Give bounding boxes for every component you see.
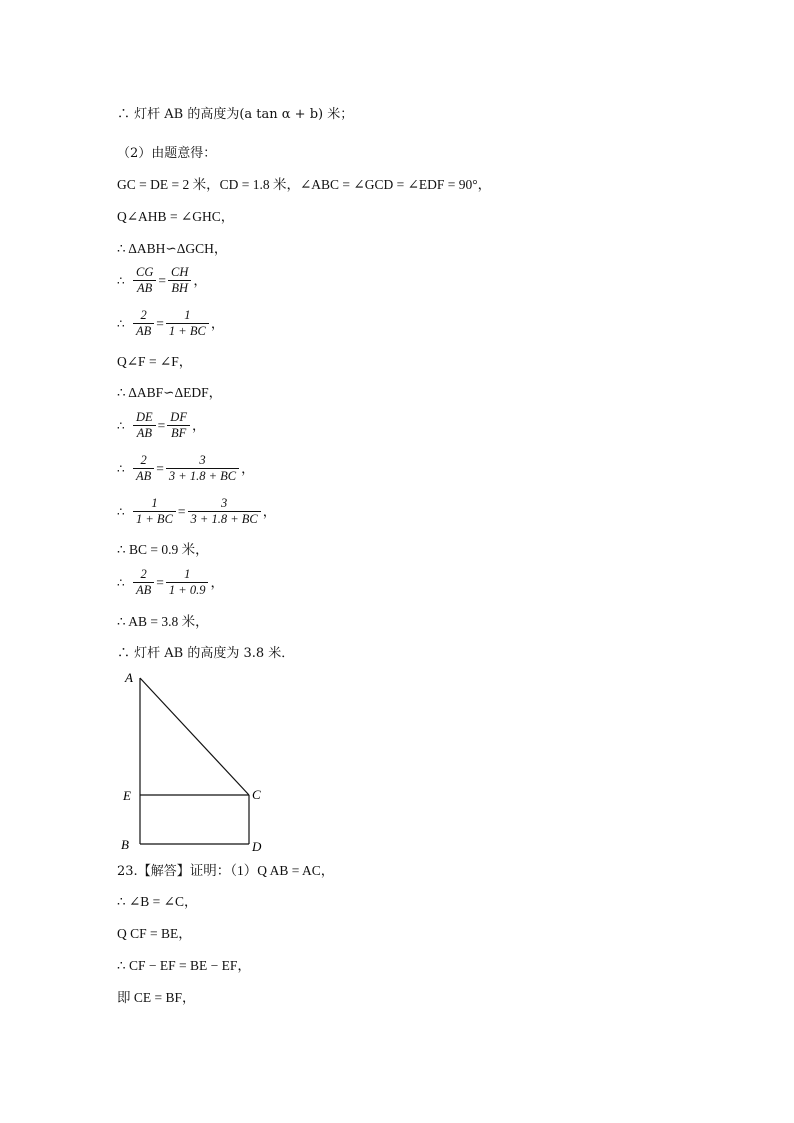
- fraction-lhs: $\frac{2}{AB}$: [133, 308, 154, 339]
- fraction-rhs: $\frac{3}{3 + 1.8 + BC}$: [188, 496, 261, 527]
- problem-23-line: [117, 862, 334, 881]
- ratio-equation-5: ∴ $\frac{1}{1 + BC}$ = $\frac{3}{3 + 1.8 + BC}$ ，: [117, 496, 277, 526]
- angle-b-c-line: ∴ ∠B = ∠C，: [117, 894, 198, 909]
- fraction-rhs: $\frac{3}{3 + 1.8 + BC}$: [166, 453, 239, 484]
- ratio-equation-3: ∴ $\frac{DE}{AB}$ = $\frac{DF}{BF}$ ，: [117, 410, 206, 440]
- fraction-rhs: $\frac{CH}{BH}$: [168, 265, 191, 296]
- ratio-equation-6: ∴ $\frac{2}{AB}$ = $\frac{1}{1 + 0.9}$ ，: [117, 567, 224, 597]
- similar-triangles-line-1: ∴ ΔABH∽ΔGCH，: [117, 241, 228, 256]
- cf-be-line: Q CF = BE，: [117, 926, 192, 941]
- ratio-equation-1: ∴ $\frac{CG}{AB}$ = $\frac{CH}{BH}$ ，: [117, 265, 207, 295]
- therefore-symbol: ∴: [117, 418, 125, 433]
- conclusion-line-1: ∴ 灯杆 AB 的高度为(a tan α + b) 米；: [117, 107, 354, 122]
- label-c: C: [252, 787, 261, 802]
- given-values-line: GC = DE = 2 米，CD = 1.8 米，∠ABC = ∠GCD = ∠EDF = 90°，: [117, 177, 492, 192]
- label-a: A: [125, 670, 133, 685]
- subtraction-line: ∴ CF − EF = BE − EF，: [117, 958, 251, 973]
- part-2-heading: （2）由题意得：: [117, 146, 217, 161]
- problem-number: 23.: [117, 864, 138, 879]
- similar-triangles-line-2: ∴ ΔABF∽ΔEDF，: [117, 385, 223, 400]
- therefore-symbol: ∴: [117, 316, 125, 331]
- fraction-lhs: $\frac{DE}{AB}$: [133, 410, 156, 441]
- proof-start: 证明：（1）Q AB = AC，: [189, 863, 335, 878]
- fraction-lhs: $\frac{1}{1 + BC}$: [133, 496, 176, 527]
- angle-equality-line: Q∠AHB = ∠GHC，: [117, 209, 235, 224]
- conclusion-line-2: ∴ 灯杆 AB 的高度为 3.8 米．: [117, 646, 295, 661]
- fraction-rhs: $\frac{1}{1 + BC}$: [166, 308, 209, 339]
- geometry-figure: [115, 668, 275, 858]
- therefore-symbol: ∴: [117, 575, 125, 590]
- segment-ac: [140, 678, 249, 795]
- ce-bf-line: 即 CE = BF，: [117, 990, 196, 1005]
- fraction-lhs: $\frac{2}{AB}$: [133, 453, 154, 484]
- label-d: D: [252, 839, 262, 854]
- bc-result-line: ∴ BC = 0.9 米，: [117, 542, 209, 557]
- answer-tag: 【解答】: [137, 864, 190, 879]
- therefore-symbol: ∴: [117, 504, 125, 519]
- fraction-rhs: $\frac{1}{1 + 0.9}$: [166, 567, 209, 598]
- ratio-equation-4: ∴ $\frac{2}{AB}$ = $\frac{3}{3 + 1.8 + BC}$ ，: [117, 453, 255, 483]
- fraction-rhs: $\frac{DF}{BF}$: [167, 410, 190, 441]
- therefore-symbol: ∴: [117, 273, 125, 288]
- ratio-equation-2: ∴ $\frac{2}{AB}$ = $\frac{1}{1 + BC}$ ，: [117, 308, 225, 338]
- label-e: E: [123, 788, 131, 803]
- label-b: B: [121, 837, 129, 852]
- fraction-lhs: $\frac{CG}{AB}$: [133, 265, 156, 296]
- angle-f-line: Q∠F = ∠F，: [117, 354, 193, 369]
- ab-result-line: ∴ AB = 3.8 米，: [117, 614, 209, 629]
- fraction-lhs: $\frac{2}{AB}$: [133, 567, 154, 598]
- therefore-symbol: ∴: [117, 461, 125, 476]
